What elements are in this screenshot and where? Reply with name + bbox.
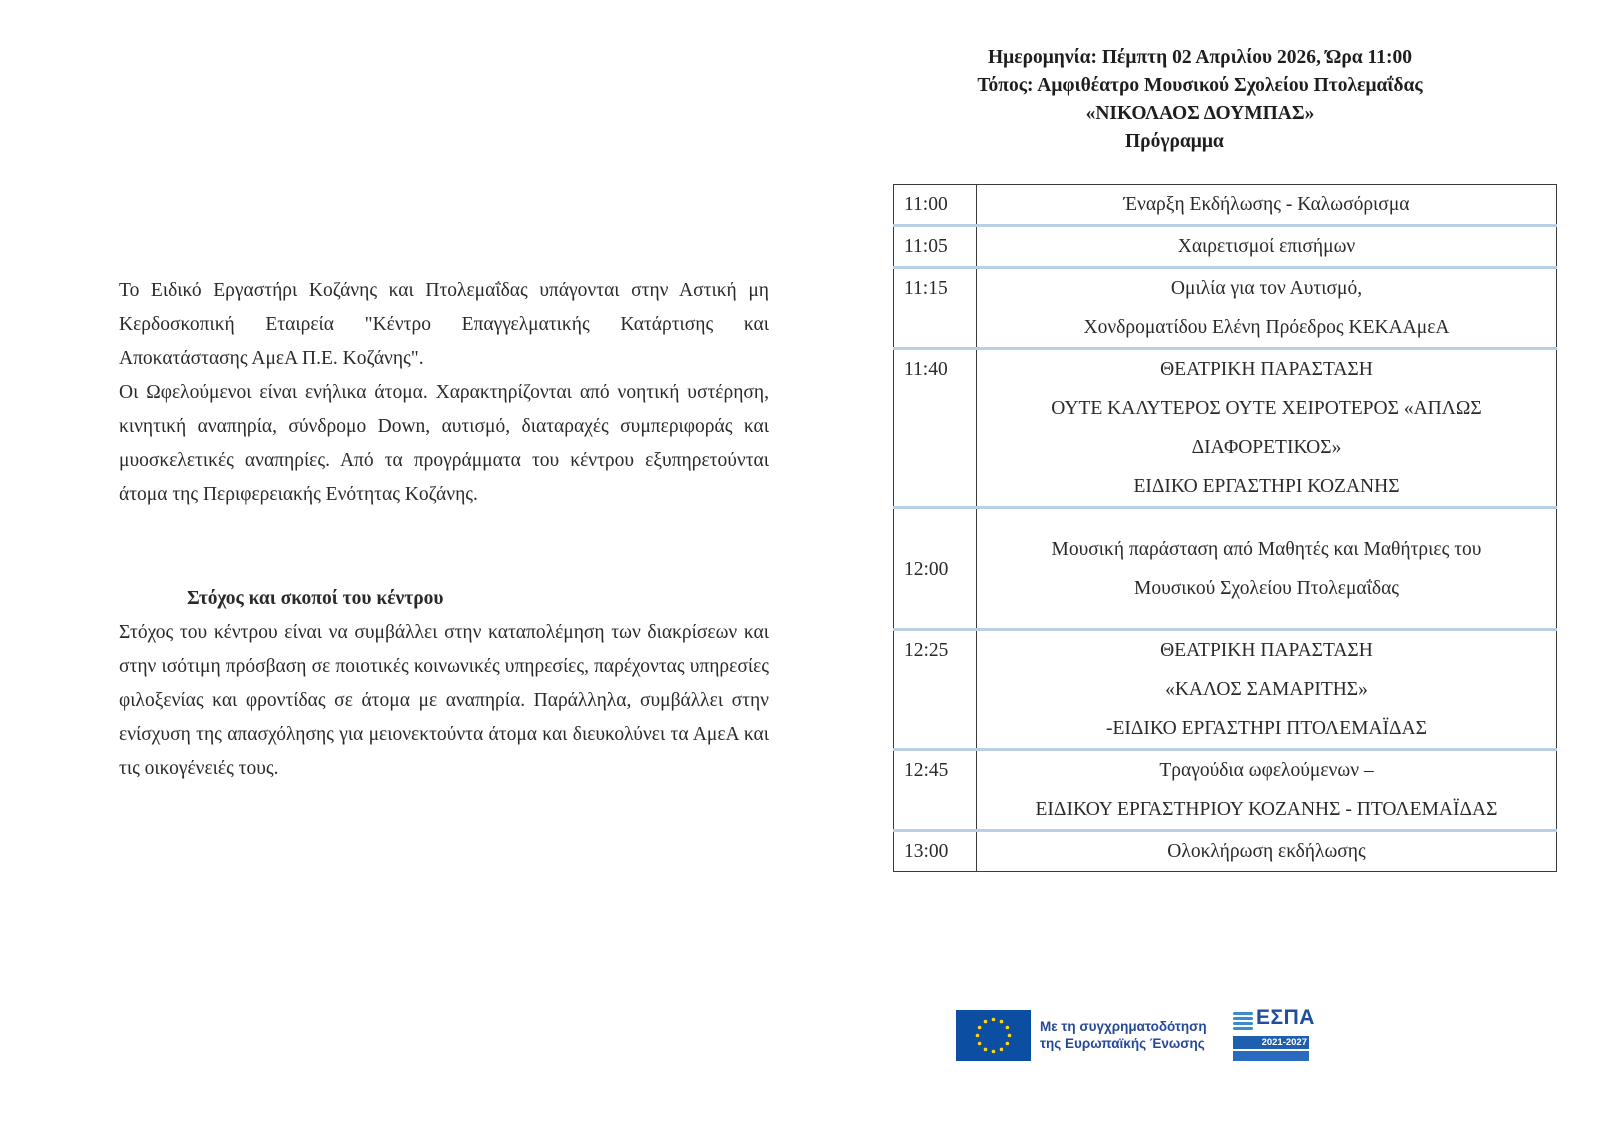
espa-logo [1233,1006,1315,1062]
schedule-description [977,508,1557,630]
schedule-time: 12:00 [894,508,977,630]
schedule-description [977,831,1557,872]
schedule-line: Τραγούδια ωφελούμενων – [1159,760,1374,781]
schedule-description [977,226,1557,268]
schedule-time: 11:05 [894,226,977,268]
schedule-line: Χαιρετισμοί επισήμων [1177,236,1356,257]
beneficiaries-paragraph: Οι Ωφελούμενοι είναι ενήλικα άτομα. Χαρακτηρίζονται από νοητική υστέρηση, κινητική αναπηρία, σύνδρομο Down, αυτισμό, διαταραχές συμπεριφοράς και μυοσκελετικές αναπηρίες. Από τα προγράμματα του κέντρου εξυπηρετούνται άτομα της Περιφερειακής Ενότητας Κοζάνης. [119,382,769,505]
goals-paragraph: Στόχος του κέντρου είναι να συμβάλλει στην καταπολέμηση των διακρίσεων και στην ισότιμη πρόσβαση σε ποιοτικές κοινωνικές υπηρεσίες, παρέχοντας υπηρεσίες φιλοξενίας και φροντίδας σε άτομα με αναπηρία. Παράλληλα, συμβάλλει στην ενίσχυση της απασχόλησης για μειονεκτούντα άτομα και διευκολύνει τα ΑμεΑ και τις οικογένειές τους. [119,622,769,779]
schedule-line: Μουσική παράσταση από Μαθητές και Μαθήτριες του [1051,538,1482,560]
schedule-line: ΘΕΑΤΡΙΚΗ ΠΑΡΑΣΤΑΣΗ [1160,640,1373,661]
eu-funding-logo [956,1006,1315,1062]
program-title: Πρόγραμμα [1125,131,1224,152]
spacer [119,512,769,582]
event-header [920,44,1480,156]
schedule-table [893,184,1557,872]
espa-subtitle-bar [1233,1051,1309,1061]
espa-years: 2021-2027 [1233,1036,1309,1049]
schedule-line: «ΚΑΛΟΣ ΣΑΜΑΡΙΤΗΣ» [1165,679,1368,700]
schedule-line: ΕΙΔΙΚΟ ΕΡΓΑΣΤΗΡΙ ΚΟΖΑΝΗΣ [1133,476,1400,497]
schedule-time: 12:25 [894,630,977,750]
intro-paragraph: Το Ειδικό Εργαστήρι Κοζάνης και Πτολεμαΐδας υπάγονται στην Αστική μη Κερδοσκοπική Εταιρεία "Κέντρο Επαγγελματικής Κατάρτισης και Αποκατάστασης ΑμεΑ Π.Ε. Κοζάνης". [119,280,769,369]
schedule-description [977,630,1557,750]
schedule-row [894,226,1557,268]
schedule-line: Ομιλία για τον Αυτισμό, [1170,278,1363,299]
cofunding-text [1040,1018,1207,1052]
schedule-line: Μουσικού Σχολείου Πτολεμαΐδας [1133,577,1400,599]
espa-title: ΕΣΠΑ [1256,1006,1315,1029]
schedule-row [894,185,1557,226]
espa-stripes-icon [1233,1012,1253,1034]
eu-flag-icon [956,1010,1031,1061]
schedule-line: -ΕΙΔΙΚΟ ΕΡΓΑΣΤΗΡΙ ΠΤΟΛΕΜΑΪΔΑΣ [1105,718,1427,739]
event-venue: Τόπος: Αμφιθέατρο Μουσικού Σχολείου Πτολεμαΐδας [977,75,1423,96]
schedule-row [894,750,1557,831]
schedule-row [894,268,1557,349]
cofunding-line: Με τη συγχρηματοδότηση [1040,1019,1207,1034]
schedule-time: 13:00 [894,831,977,872]
goals-heading: Στόχος και σκοποί του κέντρου [187,588,444,609]
schedule-time: 11:00 [894,185,977,226]
schedule-line: ΘΕΑΤΡΙΚΗ ΠΑΡΑΣΤΑΣΗ [1160,359,1373,380]
schedule-description [977,349,1557,508]
schedule-line: Χονδροματίδου Ελένη Πρόεδρος ΚΕΚΑΑμεΑ [1083,317,1450,338]
schedule-line: ΕΙΔΙΚΟΥ ΕΡΓΑΣΤΗΡΙΟΥ ΚΟΖΑΝΗΣ - ΠΤΟΛΕΜΑΪΔΑΣ [1035,799,1498,820]
schedule-line: ΔΙΑΦΟΡΕΤΙΚΟΣ» [1191,437,1342,458]
schedule-description [977,185,1557,226]
schedule-time: 12:45 [894,750,977,831]
schedule-time: 11:15 [894,268,977,349]
intro-column [119,274,769,786]
schedule-line: Ολοκλήρωση εκδήλωσης [1167,841,1366,862]
event-venue-name: «ΝΙΚΟΛΑΟΣ ΔΟΥΜΠΑΣ» [1085,103,1315,124]
schedule-description [977,268,1557,349]
cofunding-line: της Ευρωπαϊκής Ένωσης [1040,1036,1205,1051]
schedule-row [894,508,1557,630]
schedule-row [894,831,1557,872]
schedule-time: 11:40 [894,349,977,508]
schedule-description [977,750,1557,831]
schedule-row [894,630,1557,750]
event-date: Ημερομηνία: Πέμπτη 02 Απριλίου 2026, Ώρα 11:00 [988,47,1412,68]
schedule-row [894,349,1557,508]
schedule-line: ΟΥΤΕ ΚΑΛΥΤΕΡΟΣ ΟΥΤΕ ΧΕΙΡΟΤΕΡΟΣ «ΑΠΛΩΣ [1051,398,1482,419]
schedule-line: Έναρξη Εκδήλωσης - Καλωσόρισμα [1123,194,1410,215]
